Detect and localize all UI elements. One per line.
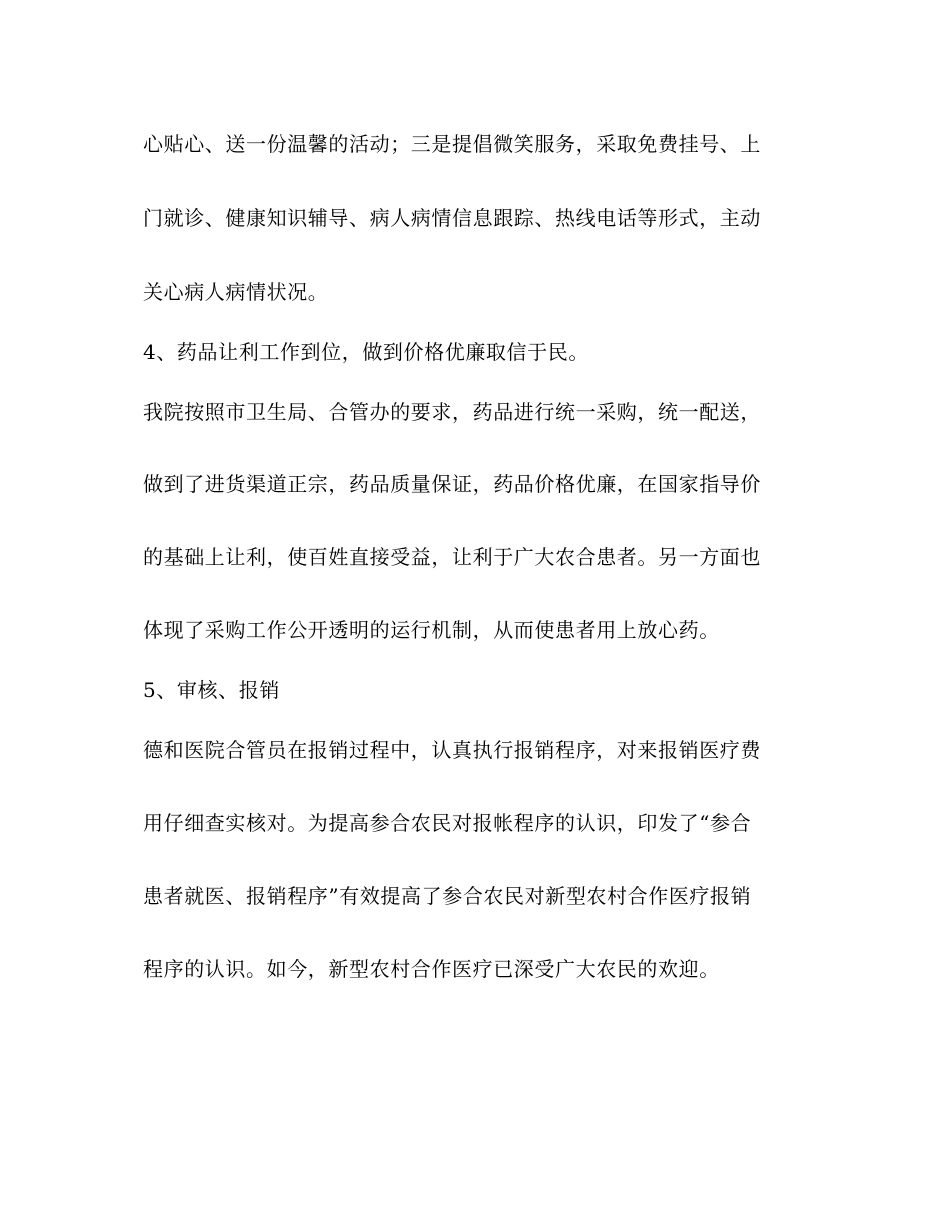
paragraph-1-line-3: 关心病人病情状况。: [143, 280, 329, 304]
paragraph-3-line-4: 程序的认识。如今，新型农村合作医疗已深受广大农民的欢迎。: [143, 957, 720, 981]
section-heading-5: 5、审核、报销: [143, 678, 280, 702]
paragraph-1-line-1: 心贴心、送一份温馨的活动；三是提倡微笑服务，采取免费挂号、上: [143, 132, 761, 156]
paragraph-3-line-3: 患者就医、报销程序”有效提高了参合农民对新型农村合作医疗报销: [143, 884, 752, 908]
paragraph-2-line-4: 体现了采购工作公开透明的运行机制，从而使患者用上放心药。: [143, 618, 720, 642]
paragraph-2-line-2: 做到了进货渠道正宗，药品质量保证，药品价格优廉，在国家指导价: [143, 472, 761, 496]
paragraph-2-line-1: 我院按照市卫生局、合管办的要求，药品进行统一采购，统一配送，: [143, 400, 761, 424]
paragraph-1-line-2: 门就诊、健康知识辅导、病人病情信息跟踪、热线电话等形式，主动: [143, 206, 761, 230]
paragraph-3-line-2: 用仔细查实核对。为提高参合农民对报帐程序的认识，印发了“参合: [143, 811, 752, 835]
paragraph-3-line-1: 德和医院合管员在报销过程中，认真执行报销程序，对来报销医疗费: [143, 738, 761, 762]
section-heading-4: 4、药品让利工作到位，做到价格优廉取信于民。: [143, 340, 589, 364]
paragraph-2-line-3: 的基础上让利，使百姓直接受益，让利于广大农合患者。另一方面也: [143, 545, 761, 569]
